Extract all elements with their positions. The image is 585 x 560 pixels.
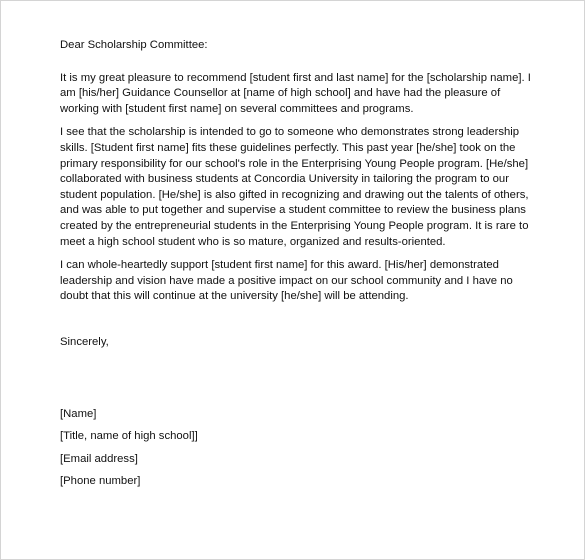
paragraph-introduction: It is my great pleasure to recommend [student first and last name] for the [scholarship name]. I am [his/her] Guidance Counsellor at [name of high school] and have had the pleasure of working with [student first name] on several committees and programs. [60, 71, 531, 115]
signature-name: [Name] [60, 407, 97, 420]
signature-title: [Title, name of high school]] [60, 430, 198, 443]
paragraph-support: I can whole-heartedly support [student first name] for this award. [His/her] demonstrated leadership and vision have made a positive impact on our school community and I have no doubt that this will continue at the university [he/she] will be attending. [60, 259, 513, 303]
letter-body [60, 38, 536, 497]
signature-email: [Email address] [60, 452, 138, 465]
salutation: Dear Scholarship Committee: [60, 39, 208, 51]
closing: Sincerely, [60, 335, 109, 348]
signature-block [60, 407, 536, 490]
signature-phone: [Phone number] [60, 475, 141, 488]
paragraph-leadership: I see that the scholarship is intended to go to someone who demonstrates strong leadership skills. [Student first name] fits these guidelines perfectly. This past year [he/she] took on the primary responsibility for our school's role in the Enterprising Young People program. [He/she] collaborated with business students at Concordia University in tailoring the program to our student population. [He/she] is also gifted in recognizing and drawing out the talents of others, and was able to put together and supervise a student committee to review the business plans created by the entrepreneurial students in the Enterprising Young People program. It is rare to meet a high school student who is so mature, organized and results-oriented. [60, 126, 529, 248]
